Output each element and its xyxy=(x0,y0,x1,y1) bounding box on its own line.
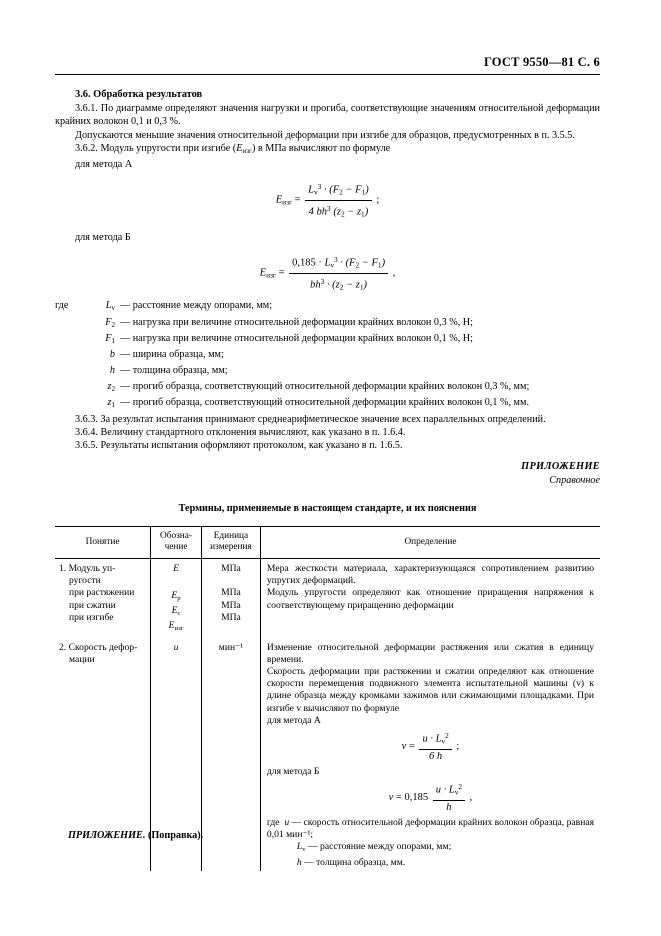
formula-a-numerator xyxy=(305,180,372,201)
term-line: 2. Скорость дефор- xyxy=(59,641,138,653)
term-line-list xyxy=(59,642,146,666)
definition-symbol-sub: 2 xyxy=(111,384,115,393)
table-where-text: — расстояние между опорами, мм; xyxy=(308,841,452,853)
where-lead-spacer xyxy=(55,332,81,348)
definition-row xyxy=(55,332,600,348)
definition-row xyxy=(55,348,600,364)
paragraph-3-6-5: 3.6.5. Результаты испытания оформляют протоколом, как указано в п. 1.6.5. xyxy=(75,440,403,452)
formula-strain-rate-method-b xyxy=(267,781,594,814)
column-header-symbol-line1: Обозна- xyxy=(160,531,193,541)
footer-correction: (Поправка). xyxy=(145,830,204,841)
formula-b-num-l-sub: v xyxy=(330,260,334,270)
formula-va-numerator xyxy=(419,730,451,750)
formula-va-lhs: v xyxy=(401,740,407,752)
appendix-label-block xyxy=(55,460,600,487)
formula-a-num-f2: 2 xyxy=(339,187,343,197)
table-where-text: — скорость относительной деформации крайних волокон образца, равная 0,01 мин⁻¹; xyxy=(266,817,594,841)
formula-b-den-z2: 2 xyxy=(339,282,344,292)
cell-unit xyxy=(201,559,260,638)
formula-b-equals: = xyxy=(278,267,285,279)
symbol-base: E xyxy=(171,590,178,602)
formula-va-denominator: 6 h xyxy=(429,750,443,762)
formula-b-den-close: ) xyxy=(363,279,368,291)
method-b-label: для метода Б xyxy=(75,231,131,243)
definition-symbol-sub: 1 xyxy=(111,400,115,409)
symbol-line xyxy=(155,590,197,605)
paragraph-3-6-3: 3.6.3. За результат испытания принимают среднеарифметическое значение всех параллельных определений. xyxy=(75,414,546,426)
formula-vb-lhs: v xyxy=(388,792,394,803)
cell-definition xyxy=(260,559,600,638)
formula-b-den-sup: 3 xyxy=(320,276,325,286)
formula-b-numerator xyxy=(289,253,388,274)
symbol-line-blank xyxy=(155,578,197,590)
formula-va-equals: = xyxy=(408,740,415,752)
table-where-lead: где xyxy=(266,817,280,829)
formula-modulus-method-b xyxy=(55,253,600,294)
method-a-label: для метода А xyxy=(75,159,133,170)
terms-table-head xyxy=(55,527,600,559)
table-where-text: — толщина образца, мм. xyxy=(304,856,406,868)
formula-a-lhs: E xyxy=(275,194,283,206)
page-header-standard: ГОСТ 9550—81 С. 6 xyxy=(483,55,600,69)
cell-term xyxy=(55,559,151,638)
footer-appendix-note xyxy=(68,830,203,841)
column-header-symbol-line2: чение xyxy=(164,542,188,552)
formula-b-denominator xyxy=(289,274,388,294)
formula-b-fraction xyxy=(289,253,388,294)
cell-symbol xyxy=(151,559,202,638)
definition-symbol-base: L xyxy=(105,300,112,312)
definition-symbol-sub: 2 xyxy=(111,320,115,329)
term-line: мации xyxy=(69,653,95,665)
formula-vb-numerator xyxy=(433,781,465,801)
formula-va-trailer: ; xyxy=(456,740,460,752)
table-caption: Термины, применяемые в настоящем стандарте, и их пояснения xyxy=(178,503,477,514)
formula-a-den-rest: (z xyxy=(330,206,341,218)
formula-vb-trailer: , xyxy=(469,792,473,803)
formula-a-den-z2: 2 xyxy=(340,209,345,219)
table-variable-definitions xyxy=(267,817,594,869)
formula-vb-num-sub: v xyxy=(454,787,459,797)
formula-a-equals: = xyxy=(294,194,301,206)
definition-symbol-base: b xyxy=(109,348,115,360)
definition-symbol-base: F xyxy=(105,316,112,328)
formula-b-lhs-sub: изг xyxy=(266,270,276,280)
definition-text: — толщина образца, мм; xyxy=(120,364,228,376)
variable-definitions-list xyxy=(55,299,600,412)
formula-b-num-l-sup: 3 xyxy=(334,254,338,264)
formula-a-lhs-sub: изг xyxy=(282,197,292,207)
symbol-line xyxy=(155,620,197,635)
formula-b-num-f2: 2 xyxy=(355,260,360,270)
formula-a-den-z1: 1 xyxy=(361,209,365,219)
formula-a-num-l-sub: v xyxy=(314,187,318,197)
definition-symbol-base: z xyxy=(107,380,112,392)
formula-a-trailer: ; xyxy=(376,194,380,206)
where-lead: где xyxy=(55,300,69,312)
formula-a-num-l-sup: 3 xyxy=(317,182,322,192)
column-header-definition: Определение xyxy=(260,527,600,559)
where-lead-spacer xyxy=(55,396,81,412)
formula-b-den-rest: · (z xyxy=(324,279,340,291)
terms-table xyxy=(55,526,600,871)
definition-symbol xyxy=(81,364,120,380)
term-line: при растяжении xyxy=(69,587,135,599)
formula-a-num-rest: · (F xyxy=(321,184,340,196)
unit-line-list xyxy=(206,563,256,624)
unit-line: МПа xyxy=(221,587,241,599)
symbol-base: E xyxy=(173,563,179,574)
formula-va-num-sub: v xyxy=(441,736,446,746)
definition-symbol-base: h xyxy=(109,364,115,376)
definition-symbol-sub: 1 xyxy=(111,336,115,345)
term-line: при изгибе xyxy=(69,611,114,623)
definition-row xyxy=(55,380,600,396)
term-line: ругости xyxy=(69,575,101,587)
term-line: при сжатии xyxy=(69,599,116,611)
formula-a-den-main: 4 bh xyxy=(308,206,328,218)
table-where-symbol: h xyxy=(296,856,302,868)
footer-appendix-word: ПРИЛОЖЕНИЕ. xyxy=(68,830,146,841)
column-header-symbol xyxy=(151,527,202,559)
formula-strain-rate-method-a xyxy=(267,730,594,763)
formula-va-num-main: u · L xyxy=(422,733,442,745)
formula-vb-num-main: u · L xyxy=(435,784,455,796)
definition-symbol xyxy=(81,380,120,396)
paragraph-3-6-4: 3.6.4. Величину стандартного отклонения вычисляют, как указано в п. 1.6.4. xyxy=(75,427,406,439)
definition-symbol xyxy=(81,316,120,332)
paragraph-3-6-2-pre: 3.6.2. Модуль упругости при изгибе ( xyxy=(75,142,237,154)
symbol-line-list xyxy=(155,563,197,636)
table-where-line xyxy=(267,817,594,841)
formula-b-num-rest: · (F xyxy=(337,257,356,269)
formula-b-num-minus: − F xyxy=(359,257,378,269)
symbol-line: u xyxy=(173,641,179,653)
formula-b-num-close: ) xyxy=(381,257,386,269)
table-where-symbol: L xyxy=(296,841,303,853)
definition-text: — прогиб образца, соответствующий относительной деформации крайних волокон 0,3 %, мм; xyxy=(120,380,530,392)
formula-vb-equals: = 0,185 xyxy=(395,792,429,803)
definition-symbol xyxy=(81,332,120,348)
symbol-e: E xyxy=(236,142,243,154)
formula-b-lhs: E xyxy=(259,267,267,279)
unit-line: мин⁻¹ xyxy=(218,641,244,653)
formula-b-coefficient: 0,185 · xyxy=(292,257,325,269)
paragraph-3-6-1: 3.6.1. По диаграмме определяют значения нагрузки и прогиба, соответствующие значениям относительной деформации крайних волокон 0,1 и 0,3 %. xyxy=(55,103,600,128)
paragraph-allowance: Допускаются меньшие значения относительной деформации при изгибе для образцов, предусмотренных в п. 3.5.5. xyxy=(75,129,575,141)
table-where-symbol: u xyxy=(284,817,290,829)
symbol-base: E xyxy=(168,620,175,632)
where-lead-spacer xyxy=(55,364,81,380)
definition-row xyxy=(55,299,600,315)
method-b-label-table: для метода Б xyxy=(266,765,320,777)
table-row xyxy=(55,559,600,638)
formula-vb-num-sup: 2 xyxy=(458,782,463,792)
symbol-line xyxy=(155,605,197,620)
formula-a-den-close: ) xyxy=(364,206,369,218)
definition-text: — прогиб образца, соответствующий относительной деформации крайних волокон 0,1 %, мм. xyxy=(120,396,529,408)
formula-a-num-minus: − F xyxy=(342,184,362,196)
definition-paragraph: Скорость деформации при растяжении и сжатии определяют как отношение скорости перемещения подвижного элемента испытательной машины (v) к длине образца между кромками зажимов или сжимающими площадками. При изгибе v вычисляют по формуле xyxy=(266,665,594,714)
definition-row xyxy=(55,316,600,332)
paragraph-3-6-2-post: ) в МПа вычисляют по формуле xyxy=(251,142,391,154)
document-body xyxy=(55,88,600,453)
definition-symbol xyxy=(81,299,120,315)
header-divider xyxy=(55,74,600,75)
symbol-e-subscript: изг xyxy=(242,146,252,155)
unit-line-blank xyxy=(206,575,256,587)
unit-line: МПа xyxy=(221,611,241,623)
formula-vb-denominator: h xyxy=(446,801,452,813)
appendix-title: ПРИЛОЖЕНИЕ xyxy=(521,461,600,472)
formula-b-trailer: , xyxy=(392,267,396,279)
formula-b-den-main: bh xyxy=(310,279,321,291)
definition-text: — расстояние между опорами, мм; xyxy=(120,300,273,312)
formula-a-fraction xyxy=(305,180,372,221)
formula-va-num-sup: 2 xyxy=(445,730,449,740)
terms-table-header-row xyxy=(55,527,600,559)
section-heading: 3.6. Обработка результатов xyxy=(75,89,203,100)
definition-row xyxy=(55,364,600,380)
formula-b-den-z1: 1 xyxy=(359,282,364,292)
column-header-unit-line2: измерения xyxy=(210,542,252,552)
cell-unit xyxy=(201,638,260,871)
definition-paragraph: Изменение относительной деформации растяжения или сжатия в единицу времени. xyxy=(266,641,594,665)
where-lead-spacer xyxy=(55,348,81,364)
formula-b-num-l: L xyxy=(324,257,331,269)
formula-a-num-f1: 1 xyxy=(361,187,366,197)
table-where-symbol-sub: v xyxy=(302,846,306,854)
definition-paragraph: Модуль упругости определяют как отношение приращения напряжения к соответствующему приращению деформации xyxy=(266,587,594,611)
formula-b-den-minus: − z xyxy=(343,279,360,291)
column-header-unit xyxy=(201,527,260,559)
definition-text: — нагрузка при величине относительной деформации крайних волокон 0,3 %, Н; xyxy=(120,316,473,328)
formula-a-den-minus: − z xyxy=(344,206,362,218)
where-lead-spacer xyxy=(55,316,81,332)
table-where-line xyxy=(267,857,594,869)
formula-modulus-method-a xyxy=(55,180,600,221)
unit-line: МПа xyxy=(221,563,241,574)
column-header-unit-line1: Единица xyxy=(213,531,249,541)
terms-table-body xyxy=(55,559,600,871)
definition-text: — нагрузка при величине относительной деформации крайних волокон 0,1 %, Н; xyxy=(120,332,473,344)
cell-definition xyxy=(260,638,600,871)
formula-vb-fraction xyxy=(433,781,465,814)
definition-row xyxy=(55,396,600,412)
formula-a-den-sup: 3 xyxy=(327,203,331,213)
where-lead-spacer xyxy=(55,380,81,396)
definition-symbol-base: z xyxy=(107,396,112,408)
symbol-sub: изг xyxy=(174,625,184,633)
symbol-sub: с xyxy=(177,610,181,618)
symbol-sub: р xyxy=(177,595,181,603)
symbol-base: E xyxy=(171,605,178,617)
column-header-term: Понятие xyxy=(55,527,151,559)
formula-a-num-l: L xyxy=(308,184,314,196)
appendix-subtitle: Справочное xyxy=(549,474,600,486)
definition-symbol xyxy=(81,396,120,412)
table-where-line xyxy=(267,841,594,856)
definition-symbol-sub: v xyxy=(111,304,115,313)
definition-text: — ширина образца, мм; xyxy=(120,348,224,360)
formula-a-denominator xyxy=(305,201,372,221)
symbol-line xyxy=(155,563,197,578)
term-line: 1. Модуль уп- xyxy=(59,563,116,574)
definition-symbol-base: F xyxy=(105,332,112,344)
paragraph-3-6-2 xyxy=(55,142,600,158)
definition-symbol xyxy=(81,348,120,364)
method-a-label-table: для метода А xyxy=(266,714,321,726)
unit-line: МПа xyxy=(221,599,241,611)
term-line-list xyxy=(59,563,146,624)
formula-b-num-f1: 1 xyxy=(377,260,382,270)
formula-va-fraction xyxy=(419,730,451,763)
definition-paragraph: Мера жесткости материала, характеризующаяся сопротивлением развитию упругих деформаций. xyxy=(266,563,594,587)
formula-a-num-close: ) xyxy=(365,184,369,196)
